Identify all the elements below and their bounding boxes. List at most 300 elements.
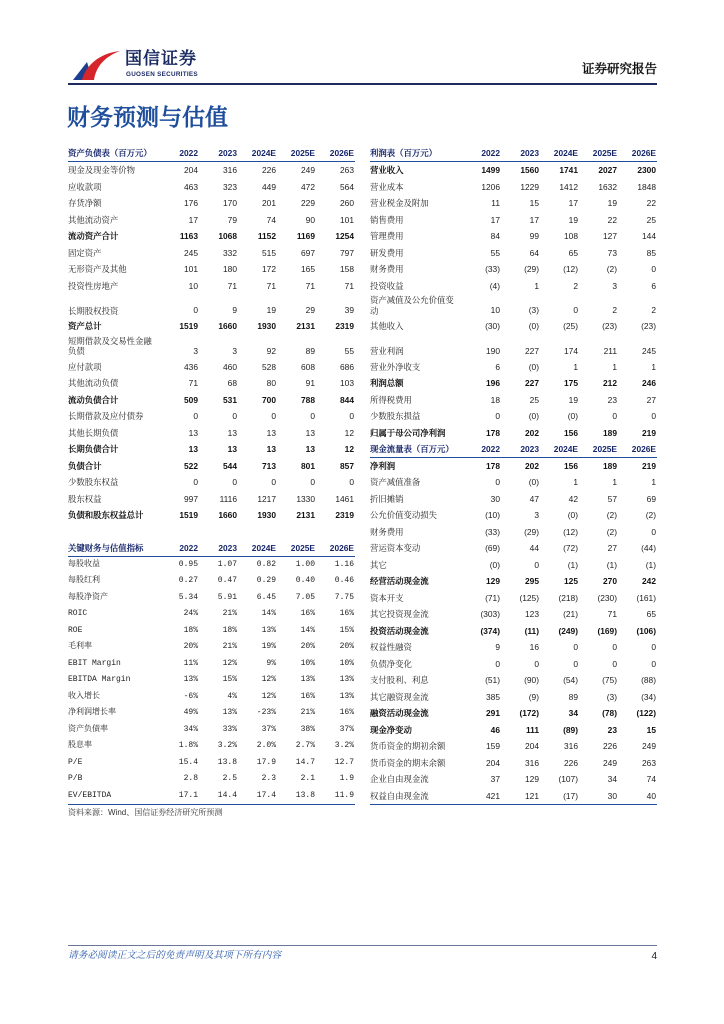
row-value: 175 <box>564 378 578 389</box>
column-header: 2025E <box>592 443 617 454</box>
row-value: (3) <box>528 305 539 315</box>
row-value: (2) <box>606 510 617 521</box>
row-value: 797 <box>340 247 354 258</box>
row-value: 226 <box>564 757 578 768</box>
row-value: (161) <box>636 592 656 603</box>
row-value: 1.9 <box>339 774 354 784</box>
row-label: 净利润增长率 <box>68 708 116 718</box>
row-value: 564 <box>340 181 354 192</box>
row-value: 23 <box>607 394 617 405</box>
row-label: 投资收益 <box>370 280 404 291</box>
row-value: 3 <box>534 510 539 521</box>
row-label: P/B <box>68 774 83 784</box>
row-value: 84 <box>490 231 500 242</box>
table-row <box>68 425 355 442</box>
row-label: EBITDA Margin <box>68 675 131 685</box>
row-value: 3.2% <box>217 741 237 751</box>
column-header: 2025E <box>290 542 315 553</box>
row-value: 21% <box>222 642 237 652</box>
row-value: 316 <box>525 757 539 768</box>
table-row <box>68 755 355 772</box>
row-value: 204 <box>184 165 198 176</box>
row-value: 270 <box>603 576 617 587</box>
table-row <box>370 623 657 640</box>
table-row <box>370 228 657 245</box>
row-value: 1560 <box>520 165 539 176</box>
row-value: 204 <box>525 741 539 752</box>
row-value: 3 <box>612 280 617 291</box>
row-value: 0.29 <box>256 576 276 586</box>
row-value: 172 <box>262 264 276 275</box>
row-label: 现金净变动 <box>370 724 412 735</box>
row-value: 245 <box>184 247 198 258</box>
table-row <box>68 261 355 278</box>
table-row <box>370 573 657 590</box>
table-row <box>68 656 355 673</box>
row-label: 其它 <box>370 559 387 570</box>
row-value: (0) <box>528 411 539 422</box>
row-label: 长期股权投资 <box>68 305 119 316</box>
row-value: 13 <box>227 427 237 438</box>
row-label: 长期借款及应付债券 <box>68 411 144 422</box>
column-header: 2024E <box>553 148 578 159</box>
row-value: 9 <box>495 642 500 653</box>
row-value: 1 <box>534 280 539 291</box>
row-value: 1 <box>573 361 578 372</box>
table-row <box>370 294 657 318</box>
row-label: 营业收入 <box>370 165 404 176</box>
row-value: 42 <box>568 493 578 504</box>
row-value: 1 <box>612 477 617 488</box>
row-value: 0 <box>271 477 276 488</box>
row-value: (1) <box>606 559 617 570</box>
row-value: 13 <box>227 444 237 455</box>
column-header: 2024E <box>251 542 276 553</box>
table-row <box>370 318 657 335</box>
row-value: 531 <box>223 394 237 405</box>
row-label: 股息率 <box>68 741 92 751</box>
row-value: 10% <box>300 658 315 668</box>
row-value: 13% <box>183 675 198 685</box>
row-value: 0.46 <box>334 576 354 586</box>
row-label: 折旧摊销 <box>370 493 404 504</box>
row-label: 货币资金的期初余额 <box>370 741 446 752</box>
row-value: 1116 <box>219 493 237 504</box>
row-value: (25) <box>563 321 578 332</box>
row-value: (78) <box>602 708 617 719</box>
row-label: 财务费用 <box>370 526 404 537</box>
row-value: 291 <box>486 708 500 719</box>
row-value: 0.47 <box>217 576 237 586</box>
row-value: 178 <box>486 460 500 471</box>
column-header: 2023 <box>520 443 539 454</box>
row-label: 财务费用 <box>370 264 404 275</box>
row-value: 34 <box>568 708 578 719</box>
row-label: P/E <box>68 757 83 767</box>
row-value: 2027 <box>598 165 617 176</box>
row-value: 38% <box>300 724 315 734</box>
row-value: 34 <box>607 774 617 785</box>
row-value: 3.2% <box>334 741 354 751</box>
row-value: 170 <box>223 198 237 209</box>
row-value: 15.4 <box>178 757 198 767</box>
row-value: 0.95 <box>178 559 198 569</box>
row-value: 686 <box>340 361 354 372</box>
row-value: (374) <box>480 625 500 636</box>
table-row <box>370 656 657 673</box>
row-value: 71 <box>607 609 617 620</box>
row-label: 融资活动现金流 <box>370 708 429 719</box>
row-value: (0) <box>528 477 539 488</box>
row-value: 159 <box>486 741 500 752</box>
row-value: 180 <box>223 264 237 275</box>
row-value: 13% <box>300 675 315 685</box>
row-label: 其他流动负债 <box>68 378 119 389</box>
brand-name-cn: 国信证券 <box>125 49 197 68</box>
row-value: 1169 <box>296 231 315 242</box>
row-value: 121 <box>525 790 539 801</box>
table-row <box>68 590 355 607</box>
guosen-logo <box>70 47 122 81</box>
row-value: 13.8 <box>295 790 315 800</box>
row-value: 201 <box>262 198 276 209</box>
row-value: 99 <box>529 231 539 242</box>
row-value: 1660 <box>218 321 237 332</box>
row-value: 0 <box>349 477 354 488</box>
row-value: 24% <box>183 609 198 619</box>
row-value: (11) <box>524 625 539 636</box>
row-value: 12% <box>222 658 237 668</box>
row-value: 196 <box>486 378 500 389</box>
row-value: 20% <box>183 642 198 652</box>
table-row <box>68 278 355 295</box>
row-value: 156 <box>564 460 578 471</box>
row-value: 85 <box>646 247 656 258</box>
table-row <box>370 408 657 425</box>
row-label: 研发费用 <box>370 247 404 258</box>
row-value: 2 <box>573 280 578 291</box>
row-label: 营运资本变动 <box>370 543 421 554</box>
row-value: (17) <box>563 790 578 801</box>
table-row <box>370 639 657 656</box>
row-value: (0) <box>528 361 539 372</box>
row-value: 90 <box>305 214 315 225</box>
row-value: 65 <box>646 609 656 620</box>
row-label: 其他长期负债 <box>68 427 119 438</box>
table-row <box>370 672 657 689</box>
row-value: 227 <box>525 345 539 356</box>
row-value: 13.8 <box>217 757 237 767</box>
row-value: 13 <box>266 444 276 455</box>
row-value: 7.05 <box>295 592 315 602</box>
row-value: 2.8 <box>183 774 198 784</box>
row-value: 0 <box>495 477 500 488</box>
row-value: 700 <box>262 394 276 405</box>
table-row <box>370 195 657 212</box>
table-row <box>68 212 355 229</box>
row-value: 27 <box>646 394 656 405</box>
row-value: 1.07 <box>217 559 237 569</box>
row-value: 857 <box>340 460 354 471</box>
row-value: 544 <box>223 460 237 471</box>
row-value: 156 <box>564 427 578 438</box>
column-header: 2024E <box>553 443 578 454</box>
row-value: (2) <box>606 264 617 275</box>
row-label: 营业利润 <box>370 346 404 356</box>
row-value: 17 <box>490 214 500 225</box>
row-value: 0 <box>310 411 315 422</box>
row-value: 9% <box>266 658 276 668</box>
row-label: 权益性融资 <box>370 642 412 653</box>
row-value: 12.7 <box>334 757 354 767</box>
row-value: 68 <box>227 378 237 389</box>
row-value: 6.45 <box>256 592 276 602</box>
row-value: 12 <box>344 427 354 438</box>
table-row <box>68 441 355 458</box>
row-value: 37 <box>490 774 500 785</box>
row-value: 245 <box>642 345 656 356</box>
row-value: 1217 <box>257 493 276 504</box>
row-label: 其它融资现金流 <box>370 691 429 702</box>
table-row <box>68 491 355 508</box>
row-value: 73 <box>607 247 617 258</box>
row-value: (0) <box>567 411 578 422</box>
row-value: (9) <box>528 691 539 702</box>
income-statement-table <box>370 146 657 442</box>
row-value: 219 <box>642 427 656 438</box>
row-value: 1930 <box>257 321 276 332</box>
row-value: (21) <box>563 609 578 620</box>
table-row <box>68 788 355 805</box>
row-label: 所得税费用 <box>370 394 412 405</box>
footer-divider <box>68 945 657 946</box>
column-header: 2022 <box>179 148 198 159</box>
brand-name-en: GUOSEN SECURITIES <box>126 71 198 78</box>
cash-flow-table <box>370 441 657 804</box>
table-row <box>370 392 657 409</box>
row-value: 27 <box>607 543 617 554</box>
table-row <box>370 557 657 574</box>
column-header: 2026E <box>631 443 656 454</box>
row-value: 204 <box>486 757 500 768</box>
row-label: 固定资产 <box>68 247 102 258</box>
column-header: 2026E <box>329 542 354 553</box>
table-row <box>370 689 657 706</box>
row-value: 57 <box>607 493 617 504</box>
row-value: 0.40 <box>295 576 315 586</box>
row-value: 528 <box>262 361 276 372</box>
table-row <box>68 335 355 359</box>
table-title: 关键财务与估值指标 <box>68 542 144 553</box>
row-value: 801 <box>301 460 315 471</box>
row-value: 19 <box>266 305 276 315</box>
table-row <box>370 722 657 739</box>
row-value: 0.27 <box>178 576 198 586</box>
disclaimer-text: 请务必阅读正文之后的免责声明及其项下所有内容 <box>68 950 282 961</box>
row-label: 现金及现金等价物 <box>68 165 135 176</box>
row-value: 15 <box>646 724 656 735</box>
row-value: 74 <box>646 774 656 785</box>
row-value: 1848 <box>637 181 656 192</box>
row-value: 71 <box>227 280 237 291</box>
row-value: 1 <box>651 361 656 372</box>
row-value: 20% <box>300 642 315 652</box>
row-label: 应付款项 <box>68 361 102 372</box>
row-value: (12) <box>563 526 578 537</box>
row-value: (3) <box>606 691 617 702</box>
row-value: (88) <box>641 675 656 686</box>
row-value: 71 <box>344 280 354 291</box>
row-value: 11% <box>183 658 198 668</box>
row-label: 负债和股东权益总计 <box>68 510 144 521</box>
row-value: 25 <box>529 394 539 405</box>
row-value: 421 <box>486 790 500 801</box>
row-value: 74 <box>266 214 276 225</box>
column-header: 2022 <box>481 148 500 159</box>
row-value: 71 <box>266 280 276 291</box>
row-value: 229 <box>301 198 315 209</box>
row-value: 16% <box>339 708 354 718</box>
row-value: (71) <box>485 592 500 603</box>
row-label: 企业自由现金流 <box>370 774 429 785</box>
row-label: 销售费用 <box>370 214 404 225</box>
row-value: 713 <box>262 460 276 471</box>
row-label: 资产负债率 <box>68 724 108 734</box>
row-value: 7.75 <box>334 592 354 602</box>
row-value: 0 <box>534 658 539 669</box>
row-value: 219 <box>642 460 656 471</box>
row-value: 23 <box>607 724 617 735</box>
row-value: (30) <box>485 321 500 332</box>
row-value: 18% <box>183 625 198 635</box>
table-row <box>68 179 355 196</box>
row-value: (29) <box>524 264 539 275</box>
row-value: 1632 <box>598 181 617 192</box>
row-value: 17 <box>568 198 578 209</box>
row-value: 1499 <box>481 165 500 176</box>
row-value: 316 <box>223 165 237 176</box>
row-value: 0 <box>193 305 198 315</box>
row-value: 316 <box>564 741 578 752</box>
row-value: 55 <box>344 345 354 356</box>
row-label: ROE <box>68 625 83 635</box>
row-label: 存货净额 <box>68 198 102 209</box>
row-value: 5.91 <box>217 592 237 602</box>
row-value: 13 <box>266 427 276 438</box>
row-value: 0 <box>193 411 198 422</box>
row-value: 19 <box>607 198 617 209</box>
row-value: 0 <box>534 559 539 570</box>
column-header: 2025E <box>592 148 617 159</box>
row-value: 6 <box>495 361 500 372</box>
row-value: 189 <box>603 460 617 471</box>
row-label: 其他收入 <box>370 321 404 332</box>
row-value: (12) <box>563 264 578 275</box>
row-value: 0 <box>271 411 276 422</box>
row-value: 3 <box>232 345 237 356</box>
row-value: 69 <box>646 493 656 504</box>
table-row <box>68 375 355 392</box>
row-value: 89 <box>568 691 578 702</box>
row-value: (44) <box>641 543 656 554</box>
row-value: 17 <box>188 214 198 225</box>
column-header: 2025E <box>290 148 315 159</box>
table-row <box>68 672 355 689</box>
table-row <box>370 788 657 805</box>
row-value: 1206 <box>481 181 500 192</box>
row-value: 202 <box>525 427 539 438</box>
row-value: 13% <box>261 625 276 635</box>
table-row <box>68 162 355 179</box>
row-value: 472 <box>301 181 315 192</box>
row-value: 1660 <box>218 510 237 521</box>
row-value: 463 <box>184 181 198 192</box>
row-label: EBIT Margin <box>68 658 121 668</box>
row-value: (106) <box>636 625 656 636</box>
row-label: 净利润 <box>370 460 396 471</box>
row-value: 12% <box>261 691 276 701</box>
row-value: 1 <box>612 361 617 372</box>
row-value: 1930 <box>257 510 276 521</box>
column-header: 2023 <box>520 148 539 159</box>
row-value: 2319 <box>335 321 354 332</box>
row-value: 0 <box>651 642 656 653</box>
row-value: (249) <box>558 625 578 636</box>
table-row <box>68 606 355 623</box>
row-value: 65 <box>568 247 578 258</box>
row-label: 负债合计 <box>68 460 102 471</box>
row-value: 40 <box>646 790 656 801</box>
table-row <box>370 491 657 508</box>
table-row <box>370 755 657 772</box>
report-type-label: 证券研究报告 <box>581 62 657 76</box>
row-value: (122) <box>636 708 656 719</box>
key-indicators-table <box>68 540 355 805</box>
table-row <box>370 335 657 359</box>
row-label: 负债净变化 <box>370 658 412 669</box>
row-value: (34) <box>641 691 656 702</box>
row-value: 1519 <box>179 510 198 521</box>
row-value: 127 <box>603 231 617 242</box>
row-value: 1.00 <box>295 559 315 569</box>
balance-sheet-table <box>68 146 355 524</box>
row-value: 15% <box>222 675 237 685</box>
row-value: 0 <box>232 411 237 422</box>
table-row <box>68 771 355 788</box>
row-value: 174 <box>564 345 578 356</box>
column-header: 2026E <box>631 148 656 159</box>
row-value: 17.1 <box>178 790 198 800</box>
row-value: 20% <box>339 642 354 652</box>
row-value: (89) <box>563 724 578 735</box>
row-value: 2300 <box>637 165 656 176</box>
row-value: (1) <box>567 559 578 570</box>
table-row <box>370 524 657 541</box>
row-value: 16% <box>300 691 315 701</box>
row-value: 1.8% <box>178 741 198 751</box>
row-value: 89 <box>305 345 315 356</box>
table-title: 资产负债表（百万元） <box>68 148 152 159</box>
row-value: 844 <box>340 394 354 405</box>
row-value: (29) <box>524 526 539 537</box>
row-value: 1 <box>651 477 656 488</box>
row-value: 19 <box>568 394 578 405</box>
table-row <box>68 557 355 574</box>
row-value: 33% <box>222 724 237 734</box>
row-value: 15 <box>529 198 539 209</box>
row-value: (72) <box>563 543 578 554</box>
row-value: -23% <box>256 708 276 718</box>
